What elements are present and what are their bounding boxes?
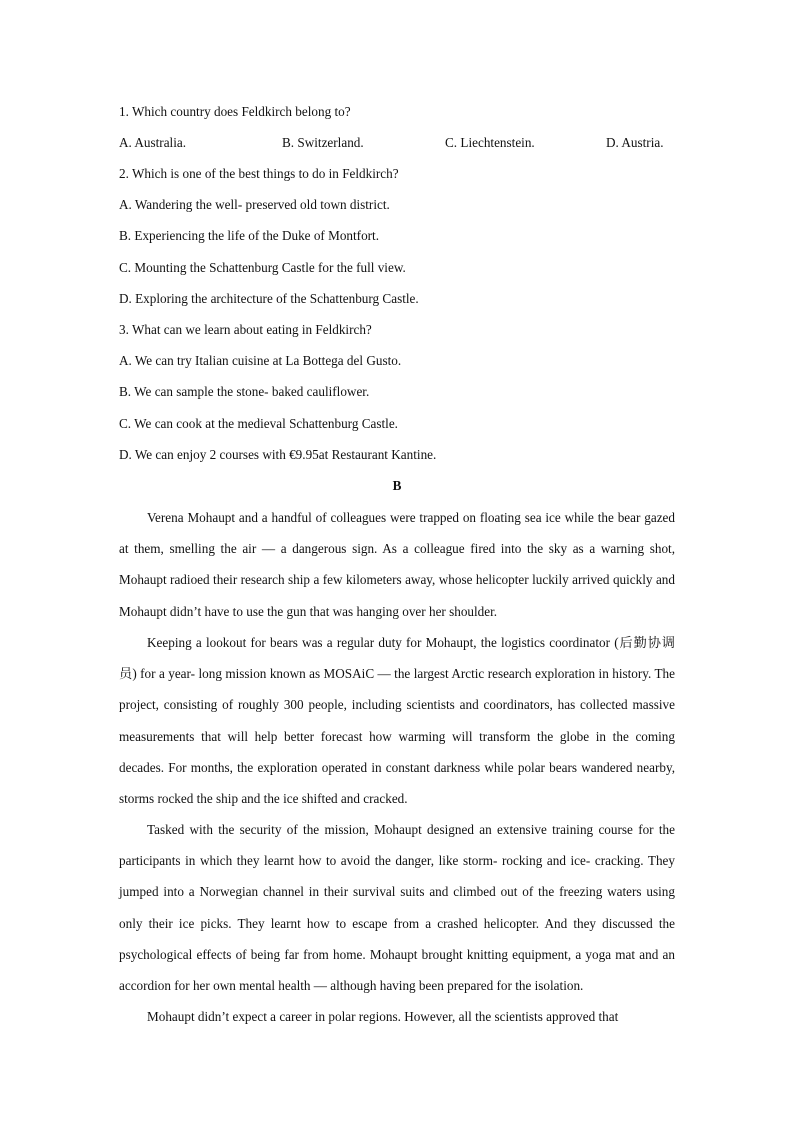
question-3-stem: 3. What can we learn about eating in Feldkirch? [119, 322, 372, 337]
question-1-stem: 1. Which country does Feldkirch belong to? [119, 104, 351, 119]
question-1-option-c: C. Liechtenstein. [445, 135, 535, 150]
section-heading: B [392, 478, 402, 493]
passage-paragraph-3: Tasked with the security of the mission, Mohaupt designed an extensive training course for the participants in which they learnt how to avoid the danger, like storm- rocking and ice- cracking. They jumped into a Norwegian channel in their survival suits and climbed out of the freezing waters using only their ice picks. They learnt how to escape from a crashed helicopter. And they discussed the psychological effects of being far from home. Mohaupt brought knitting equipment, a yoga mat and an accordion for her own mental health — although having been prepared for the isolation. [119, 822, 675, 994]
passage-paragraph-1: Verena Mohaupt and a handful of colleagues were trapped on floating sea ice while the bear gazed at them, smelling the air — a dangerous sign. As a colleague fired into the sky as a warning shot, Mohaupt radioed their research ship a few kilometers away, whose helicopter luckily arrived quickly and Mohaupt didn’t have to use the gun that was hanging over her shoulder. [119, 510, 675, 619]
question-2-option-d: D. Exploring the architecture of the Schattenburg Castle. [119, 291, 419, 306]
question-3-option-c: C. We can cook at the medieval Schattenburg Castle. [119, 416, 398, 431]
question-2-option-b: B. Experiencing the life of the Duke of Montfort. [119, 228, 380, 243]
question-2-stem: 2. Which is one of the best things to do in Feldkirch? [119, 166, 399, 181]
passage-paragraph-4: Mohaupt didn’t expect a career in polar regions. However, all the scientists approved that [147, 1009, 619, 1024]
passage-paragraph-2: Keeping a lookout for bears was a regular duty for Mohaupt, the logistics coordinator (后勤协调员) for a year- long mission known as MOSAiC — the largest Arctic research exploration in history. The project, consisting of roughly 300 people, including scientists and coordinators, has collected massive measurements that will help better forecast how warming will transform the globe in the coming decades. For months, the exploration operated in constant darkness while polar bears wandered nearby, storms rocked the ship and the ice shifted and cracked. [119, 635, 675, 807]
question-1-option-d: D. Austria. [606, 135, 664, 150]
question-2-option-c: C. Mounting the Schattenburg Castle for the full view. [119, 260, 406, 275]
question-1-option-a: A. Australia. [119, 135, 187, 150]
question-2-option-a: A. Wandering the well- preserved old town district. [119, 197, 390, 212]
question-3-option-b: B. We can sample the stone- baked cauliflower. [119, 384, 370, 399]
question-3-option-d: D. We can enjoy 2 courses with €9.95at Restaurant Kantine. [119, 447, 437, 462]
question-3-option-a: A. We can try Italian cuisine at La Bottega del Gusto. [119, 353, 402, 368]
question-1-option-b: B. Switzerland. [282, 135, 364, 150]
